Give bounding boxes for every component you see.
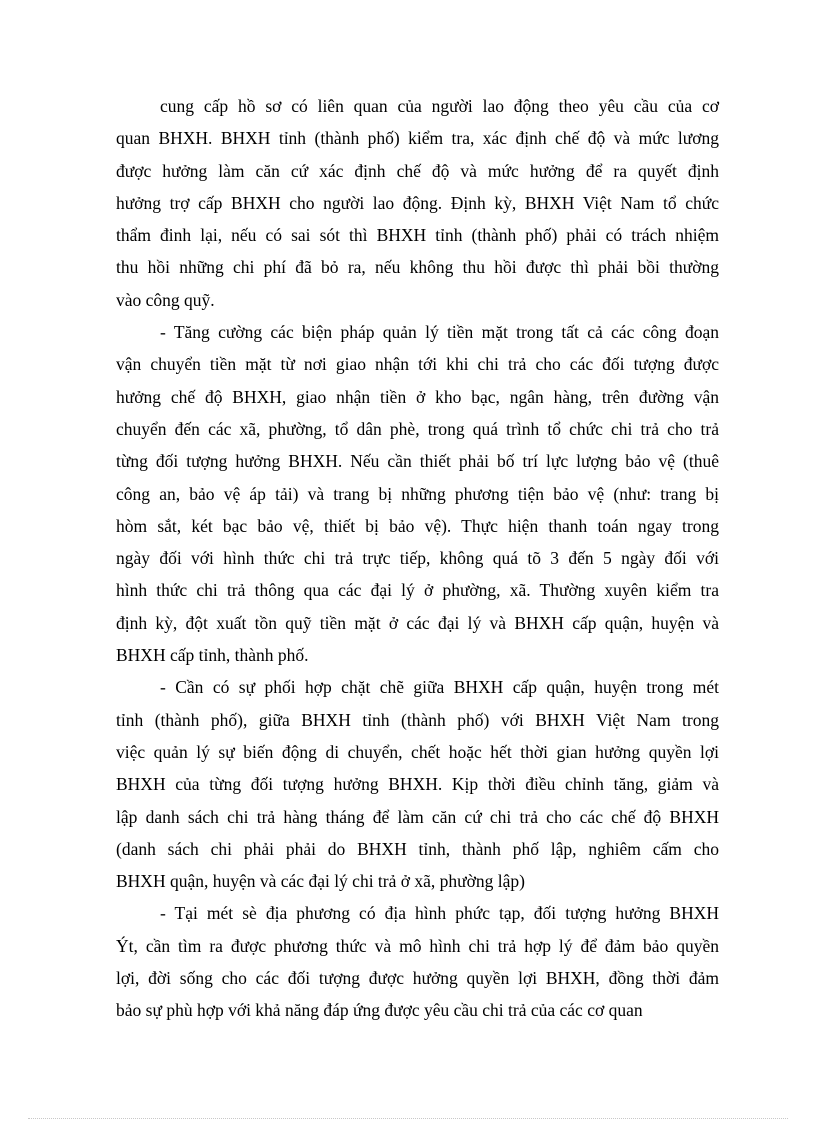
paragraph-line: hình thức chi trả thông qua các đại lý ở phường, xã. Thường xuyên kiểm tra [116,580,719,601]
paragraph-line: quan BHXH. BHXH tỉnh (thành phố) kiểm tra, xác định chế độ và mức lương [116,128,719,149]
paragraph-line: Ýt, cần tìm ra được phương thức và mô hình chi trả hợp lý để đảm bảo quyền [116,935,719,956]
paragraph-line: lập danh sách chi trả hàng tháng để làm căn cứ chi trả cho các chế độ BHXH [116,806,719,827]
paragraph-line: lợi, đời sống cho các đối tượng được hưởng quyền lợi BHXH, đồng thời đảm [116,968,719,989]
paragraph-line: cung cấp hồ sơ có liên quan của người lao động theo yêu cầu của cơ [160,96,719,116]
paragraph-line: (danh sách chi phải phải do BHXH tỉnh, thành phố lập, nghiêm cấm cho [116,838,719,859]
page-bottom-divider [28,1118,788,1119]
paragraph-line: công an, bảo vệ áp tải) và trang bị những phương tiện bảo vệ (như: trang bị [116,483,719,504]
paragraph-line: - Tăng cường các biện pháp quản lý tiền mặt trong tất cả các công đoạn [160,322,719,343]
paragraph-line: vào công quỹ. [116,289,215,310]
body-text [116,90,719,1027]
paragraph-line: được hưởng làm căn cứ xác định chế độ và mức hưởng để ra quyết định [116,160,719,181]
paragraph-line: bảo sự phù hợp với khả năng đáp ứng được yêu cầu chi trả của các cơ quan [116,1000,643,1021]
paragraph-line: - Tại mét sè địa phương có địa hình phức tạp, đối tượng hưởng BHXH [160,903,719,924]
paragraph-line: việc quản lý sự biến động di chuyển, chết hoặc hết thời gian hưởng quyền lợi [116,741,719,762]
paragraph-line: hưởng chế độ BHXH, giao nhận tiền ở kho bạc, ngân hàng, trên đường vận [116,386,719,407]
paragraph-line: BHXH quận, huyện và các đại lý chi trả ở xã, phường lập) [116,871,525,892]
paragraph-4 [116,897,719,1026]
paragraph-3 [116,671,719,897]
paragraph-line: chuyển đến các xã, phường, tổ dân phè, trong quá trình tổ chức chi trả cho trả [116,418,719,439]
paragraph-line: hưởng trợ cấp BHXH cho người lao động. Định kỳ, BHXH Việt Nam tổ chức [116,192,719,213]
paragraph-line: thẩm đinh lại, nếu có sai sót thì BHXH tỉnh (thành phố) phải có trách nhiệm [116,225,719,246]
paragraph-line: BHXH cấp tỉnh, thành phố. [116,645,309,666]
paragraph-line: tỉnh (thành phố), giữa BHXH tỉnh (thành phố) với BHXH Việt Nam trong [116,709,719,730]
paragraph-line: - Cần có sự phối hợp chặt chẽ giữa BHXH cấp quận, huyện trong mét [160,677,719,698]
paragraph-line: định kỳ, đột xuất tồn quỹ tiền mặt ở các đại lý và BHXH cấp quận, huyện và [116,612,719,633]
paragraph-2 [116,316,719,671]
paragraph-line: hòm sắt, két bạc bảo vệ, thiết bị bảo vệ). Thực hiện thanh toán ngay trong [116,515,719,536]
paragraph-line: thu hồi những chi phí đã bỏ ra, nếu không thu hồi được thì phải bồi thường [116,257,719,278]
paragraph-1 [116,90,719,316]
paragraph-line: từng đối tượng hưởng BHXH. Nếu cần thiết phải bố trí lực lượng bảo vệ (thuê [116,451,719,472]
paragraph-line: BHXH của từng đối tượng hưởng BHXH. Kịp thời điều chỉnh tăng, giảm và [116,774,719,795]
paragraph-line: ngày đối với hình thức chi trả trực tiếp, không quá tõ 3 đến 5 ngày đối với [116,548,719,569]
paragraph-line: vận chuyển tiền mặt từ nơi giao nhận tới khi chi trả cho các đối tượng được [116,354,719,375]
